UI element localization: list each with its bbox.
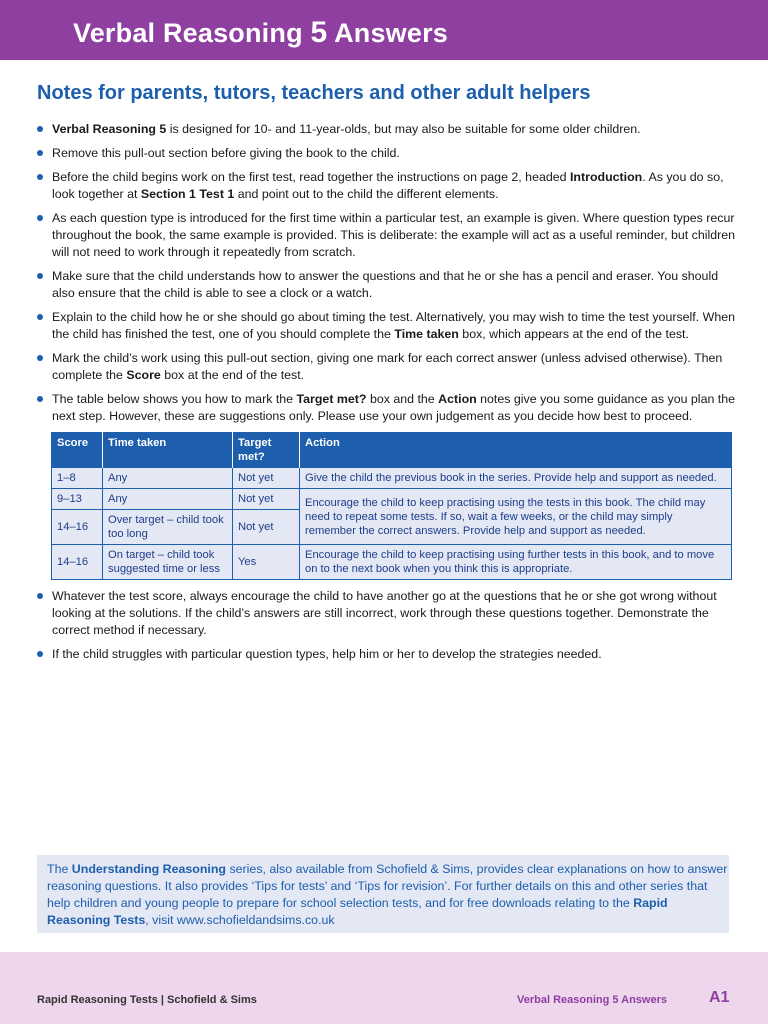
bullet-icon bbox=[37, 396, 43, 402]
cell-time-taken: Any bbox=[103, 468, 233, 489]
bold-text: Introduction bbox=[569, 170, 643, 184]
list-item bbox=[37, 268, 737, 302]
info-bold-text: Understanding Reasoning bbox=[71, 862, 227, 876]
bold-text: Action bbox=[438, 392, 477, 406]
table-row bbox=[52, 489, 732, 510]
header-action: Action bbox=[300, 433, 732, 468]
page-number: A1 bbox=[709, 989, 730, 1006]
cell-time-taken: On target – child took suggested time or less bbox=[103, 545, 233, 580]
list-item bbox=[37, 391, 737, 580]
cell-score: 14–16 bbox=[52, 545, 103, 580]
table-row bbox=[52, 468, 732, 489]
bullet-icon bbox=[37, 355, 43, 361]
cell-target-met: Not yet bbox=[233, 468, 300, 489]
table-row bbox=[52, 545, 732, 580]
bullet-icon bbox=[37, 126, 43, 132]
item-text: Whatever the test score, always encourage the child to have another go at the questions that he or she got wrong without looking at the solutions. If the child’s answers are still incorrect, work through these questions together. Demonstrate the correct method if necessary. bbox=[52, 589, 717, 637]
list-item bbox=[37, 210, 737, 261]
header-time-taken: Time taken bbox=[103, 433, 233, 468]
item-text: and point out to the child the different elements. bbox=[234, 187, 499, 201]
footer-book-label: Verbal Reasoning 5 Answers bbox=[517, 994, 667, 1006]
info-box bbox=[37, 855, 729, 933]
bullet-icon bbox=[37, 174, 43, 180]
item-text: Remove this pull-out section before giving the book to the child. bbox=[52, 146, 400, 160]
item-text: is designed for 10- and 11-year-olds, but may also be suitable for some older children. bbox=[166, 122, 641, 136]
footer-series-label: Rapid Reasoning Tests | Schofield & Sims bbox=[37, 994, 257, 1006]
cell-score: 1–8 bbox=[52, 468, 103, 489]
info-bold-text: Rapid Reasoning Tests bbox=[47, 896, 668, 927]
bold-text: Time taken bbox=[394, 327, 459, 341]
item-text: box and the bbox=[366, 392, 439, 406]
bullet-icon bbox=[37, 273, 43, 279]
header-score: Score bbox=[52, 433, 103, 468]
list-item bbox=[37, 350, 737, 384]
list-item bbox=[37, 169, 737, 203]
cell-time-taken: Any bbox=[103, 489, 233, 510]
item-text: box at the end of the test. bbox=[160, 368, 305, 382]
cell-score: 14–16 bbox=[52, 510, 103, 545]
title-prefix: Verbal Reasoning bbox=[73, 18, 303, 48]
item-text: Mark the child’s work using this pull-out section, giving one mark for each correct answer (unless advised otherwise). Then complete the bbox=[52, 351, 723, 382]
item-text: If the child struggles with particular question types, help him or her to develop the strategies needed. bbox=[52, 647, 602, 661]
table-header-row bbox=[52, 433, 732, 468]
bullet-icon bbox=[37, 215, 43, 221]
item-text: Explain to the child how he or she should go about timing the test. Alternatively, you may wish to time the test yourself. When the child has finished the test, one of you should complete the bbox=[52, 310, 735, 341]
header-target-met: Target met? bbox=[233, 433, 300, 468]
cell-time-taken: Over target – child took too long bbox=[103, 510, 233, 545]
list-item bbox=[37, 145, 737, 162]
bullet-icon bbox=[37, 593, 43, 599]
item-text: Before the child begins work on the first test, read together the instructions on page 2, headed bbox=[52, 170, 570, 184]
cell-target-met: Not yet bbox=[233, 510, 300, 545]
cell-action: Give the child the previous book in the series. Provide help and support as needed. bbox=[300, 468, 732, 489]
score-table bbox=[51, 432, 732, 580]
list-item bbox=[37, 646, 737, 663]
cell-action: Encourage the child to keep practising using the tests in this book. The child may need to repeat some tests. If so, wait a few weeks, or the child may simply remember the correct answers. Provide help and support as needed. bbox=[300, 489, 732, 545]
bold-text: Target met? bbox=[296, 392, 367, 406]
cell-score: 9–13 bbox=[52, 489, 103, 510]
list-item bbox=[37, 309, 737, 343]
list-item bbox=[37, 121, 737, 138]
item-text: The table below shows you how to mark the bbox=[52, 392, 297, 406]
notes-list bbox=[37, 121, 737, 670]
bullet-icon bbox=[37, 651, 43, 657]
page-title bbox=[73, 16, 448, 50]
bold-text: Score bbox=[126, 368, 161, 382]
title-suffix: Answers bbox=[334, 18, 449, 48]
bullet-icon bbox=[37, 150, 43, 156]
info-text: The bbox=[47, 862, 72, 876]
cell-action: Encourage the child to keep practising using further tests in this book, and to move on to the next book when you think this is appropriate. bbox=[300, 545, 732, 580]
item-text: box, which appears at the end of the test. bbox=[458, 327, 689, 341]
bullet-icon bbox=[37, 314, 43, 320]
cell-target-met: Yes bbox=[233, 545, 300, 580]
list-item bbox=[37, 588, 737, 639]
score-table-wrapper bbox=[51, 432, 737, 580]
cell-target-met: Not yet bbox=[233, 489, 300, 510]
item-text: As each question type is introduced for the first time within a particular test, an example is given. Where question types recur throughout the book, the same example is provided. This is deliberate: the example will act as a useful reminder, but children will not need to work through it repeatedly from scratch. bbox=[52, 211, 736, 259]
item-text: Make sure that the child understands how to answer the questions and that he or she has a pencil and eraser. You should also ensure that the child is able to see a clock or a watch. bbox=[52, 269, 719, 300]
item-text: notes give you some guidance as you plan the next step. However, these are suggestions only. Please use your own judgement as you decide how best to proceed. bbox=[52, 392, 736, 423]
bold-text: Verbal Reasoning 5 bbox=[52, 122, 167, 136]
footer-band bbox=[0, 952, 768, 1024]
title-number: 5 bbox=[310, 16, 328, 49]
notes-heading: Notes for parents, tutors, teachers and other adult helpers bbox=[37, 82, 591, 104]
bold-text: Section 1 Test 1 bbox=[140, 187, 235, 201]
item-text: . As you do so, look together at bbox=[52, 170, 724, 201]
info-text: , visit www.schofieldandsims.co.uk bbox=[145, 913, 335, 927]
info-text: series, also available from Schofield & Sims, provides clear explanations on how to answer reasoning questions. It also provides ‘Tips for tests’ and ‘Tips for revision’. For further details on this and other series that help children and young people to prepare for school selection tests, and for free downloads relating to the bbox=[47, 862, 728, 910]
